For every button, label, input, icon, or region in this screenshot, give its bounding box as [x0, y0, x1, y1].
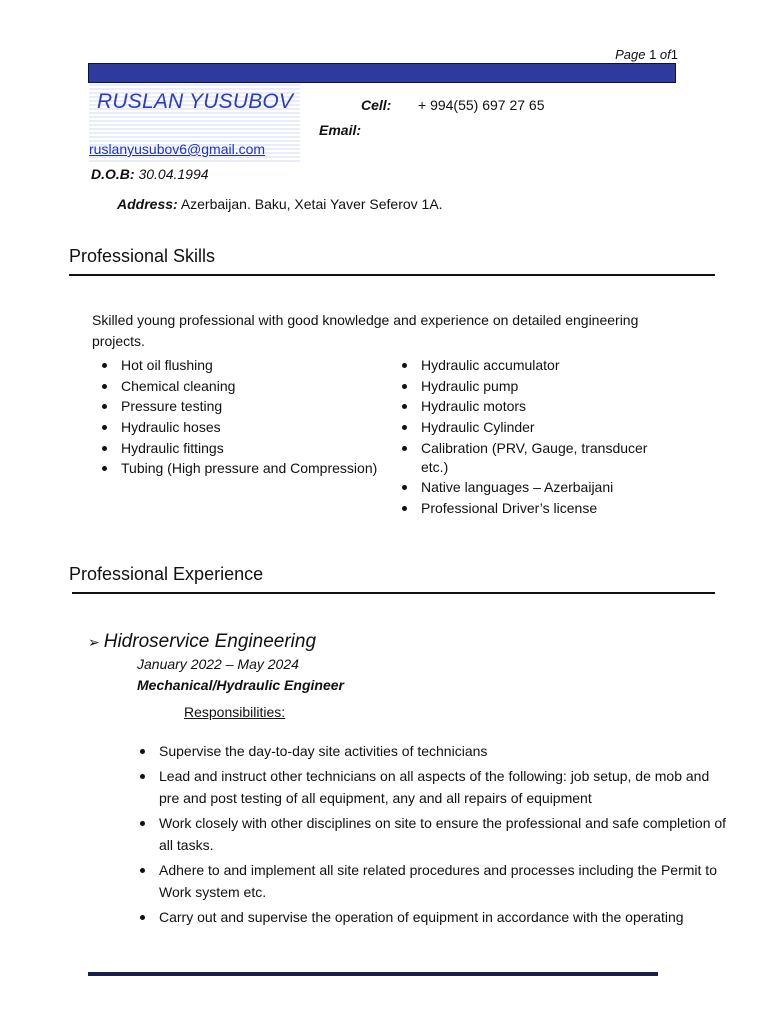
- cell-value: + 994(55) 697 27 65: [418, 97, 545, 113]
- skill-item: Hydraulic fittings: [92, 439, 392, 458]
- company-name: Hidroservice Engineering: [103, 631, 317, 652]
- responsibility-item: Supervise the day-to-day site activities of technicians: [137, 740, 727, 762]
- page-current: 1: [649, 47, 657, 62]
- skill-item: Chemical cleaning: [92, 377, 392, 396]
- skill-item: Hydraulic Cylinder: [392, 418, 667, 437]
- skill-item: Native languages – Azerbaijani: [392, 478, 667, 497]
- skill-item: Hydraulic pump: [392, 377, 667, 396]
- candidate-name: RUSLAN YUSUBOV: [97, 90, 294, 113]
- responsibilities-list: [137, 740, 727, 931]
- experience-section-title: Professional Experience: [69, 564, 264, 584]
- experience-divider: [72, 592, 715, 594]
- responsibility-item: Work closely with other disciplines on site to ensure the professional and safe completion of all tasks.: [137, 812, 727, 856]
- cell-label: Cell:: [361, 97, 392, 113]
- address-label: Address:: [117, 196, 178, 212]
- footer-bar: [88, 972, 658, 976]
- page-number: [615, 47, 678, 62]
- skills-list-right: [392, 356, 667, 520]
- skill-item: Hydraulic motors: [392, 397, 667, 416]
- skill-item: Pressure testing: [92, 397, 392, 416]
- job-role: Mechanical/Hydraulic Engineer: [137, 677, 344, 693]
- skills-section-title: Professional Skills: [69, 246, 216, 266]
- skills-intro: Skilled young professional with good knowledge and experience on detailed engineering projects.: [92, 312, 639, 349]
- responsibility-item: Carry out and supervise the operation of equipment in accordance with the operating: [137, 906, 727, 928]
- skill-item: Hydraulic hoses: [92, 418, 392, 437]
- header-color-bar: [88, 63, 676, 83]
- skill-item: Hot oil flushing: [92, 356, 392, 375]
- dob-value: 30.04.1994: [138, 166, 209, 182]
- address-value: Azerbaijan. Baku, Xetai Yaver Seferov 1A.: [180, 196, 443, 212]
- responsibility-item: Adhere to and implement all site related procedures and processes including the Permit to Work system etc.: [137, 859, 727, 903]
- skills-list-left: [92, 356, 392, 480]
- responsibilities-label: Responsibilities:: [184, 704, 286, 720]
- email-link[interactable]: ruslanyusubov6@gmail.com: [89, 141, 266, 157]
- page-of: of: [659, 47, 671, 62]
- arrow-bullet-icon: ➢: [88, 634, 100, 650]
- skill-item: Tubing (High pressure and Compression): [92, 459, 392, 478]
- page-total: 1: [670, 47, 678, 62]
- skill-item: Professional Driver’s license: [392, 499, 667, 518]
- page-label: Page: [615, 47, 646, 62]
- skill-item: Calibration (PRV, Gauge, transducer etc.): [392, 439, 667, 477]
- responsibility-item: Lead and instruct other technicians on all aspects of the following: job setup, de mob and pre and post testing of all equipment, any and all repairs of equipment: [137, 765, 727, 809]
- dob-label: D.O.B:: [91, 166, 135, 182]
- skills-divider: [69, 274, 715, 276]
- date-of-birth: [91, 166, 209, 182]
- address: [117, 196, 443, 212]
- company-heading: [88, 631, 316, 653]
- email-label: Email:: [319, 122, 362, 138]
- employment-dates: January 2022 – May 2024: [137, 656, 299, 672]
- skill-item: Hydraulic accumulator: [392, 356, 667, 375]
